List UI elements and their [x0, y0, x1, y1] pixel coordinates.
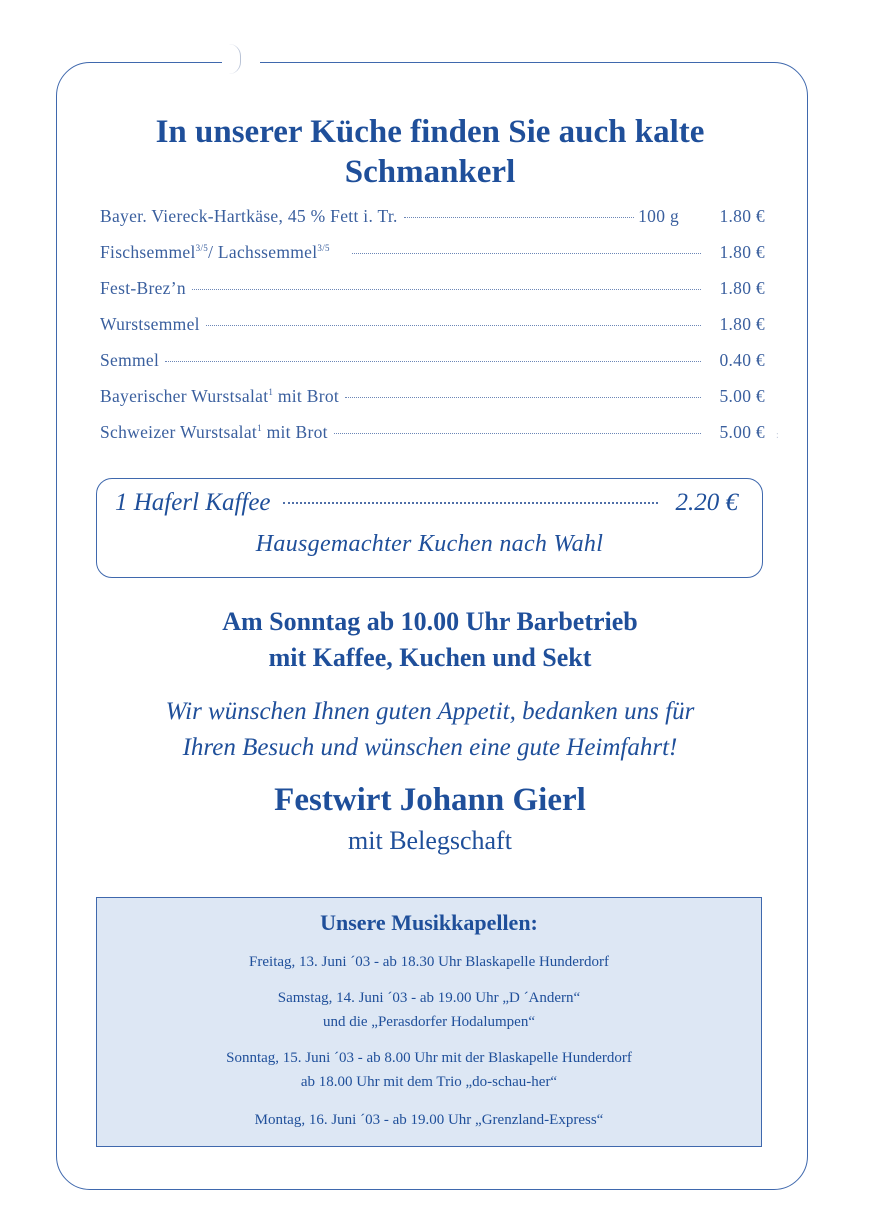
dot-leader	[283, 502, 658, 504]
coffee-box	[96, 478, 763, 578]
cake-note: Hausgemachter Kuchen nach Wahl	[255, 531, 604, 557]
dot-leader	[206, 325, 701, 326]
menu-item	[100, 422, 765, 458]
dot-leader	[165, 361, 701, 362]
allergen-note: 3/5	[317, 243, 330, 254]
menu-item-price: 5.00 €	[719, 386, 765, 406]
host-name: Festwirt Johann Gierl	[274, 782, 586, 818]
menu-item-price: 5.00 €	[719, 422, 765, 442]
menu-item-name: Bayerischer Wurstsalat$^1$ mit Brot	[100, 386, 340, 406]
menu-item	[100, 314, 765, 350]
coffee-offer	[115, 489, 738, 517]
heading-line-1: In unserer Küche finden Sie auch kalte	[155, 114, 705, 150]
sunday-notice	[80, 604, 780, 676]
menu-item	[100, 242, 765, 278]
schedule-entry-monday: Montag, 16. Juni ´03 - ab 19.00 Uhr „Grenzland-Express“	[254, 1112, 604, 1128]
menu-item-price: 0.40 €	[719, 350, 765, 370]
menu-item-name: Semmel	[100, 350, 160, 370]
allergen-note: 1	[268, 387, 274, 398]
coffee-price: 2.20 €	[675, 489, 738, 516]
menu-item-name: Fischsemmel$^{3/5}$/ Lachssemmel$^{3/5}$	[100, 242, 330, 262]
menu-item-name: Schweizer Wurstsalat$^1$ mit Brot	[100, 422, 328, 442]
menu-item-price: 1.80 €	[719, 278, 765, 298]
dot-leader	[345, 397, 701, 398]
menu-item	[100, 350, 765, 386]
menu-item-price: 1.80 €	[719, 314, 765, 334]
menu-heading	[80, 112, 780, 192]
schedule-entry-saturday: Samstag, 14. Juni ´03 - ab 19.00 Uhr „D ´Andern“ und die „Perasdorfer Hodalumpen“	[277, 990, 581, 1030]
dot-leader	[404, 217, 634, 218]
allergen-note: 3/5	[195, 243, 209, 254]
menu-item-name: Fest-Brez’n	[100, 278, 186, 298]
coffee-item: 1 Haferl Kaffee	[115, 489, 271, 516]
menu-item-name: Wurstsemmel	[100, 314, 200, 334]
dot-leader	[352, 253, 701, 254]
menu-item-name: Bayer. Viereck-Hartkäse, 45 % Fett i. Tr.	[100, 206, 398, 226]
menu-item-price: 1.80 €	[719, 242, 765, 262]
sunday-line-2: mit Kaffee, Kuchen und Sekt	[268, 643, 592, 672]
allergen-note: 1	[257, 423, 262, 434]
cold-food-list	[100, 206, 765, 458]
menu-item	[100, 278, 765, 314]
menu-item-quantity: 100 g	[638, 206, 679, 226]
menu-item	[100, 206, 765, 242]
schedule-entry-sunday: Sonntag, 15. Juni ´03 - ab 8.00 Uhr mit der Blaskapelle Hunderdorf ab 18.00 Uhr mit dem Trio „do-schau-her“	[226, 1050, 632, 1090]
farewell-line-2: Ihren Besuch und wünschen eine gute Heimfahrt!	[182, 734, 678, 761]
menu-item	[100, 386, 765, 422]
farewell-line-1: Wir wünschen Ihnen guten Appetit, bedanken uns für	[165, 698, 695, 725]
farewell-message	[60, 694, 800, 766]
band-schedule-title: Unsere Musikkapellen:	[320, 910, 538, 935]
dot-leader	[192, 289, 701, 290]
scan-speck: :	[776, 430, 779, 441]
menu-item-price: 1.80 €	[719, 206, 765, 226]
schedule-entry-friday: Freitag, 13. Juni ´03 - ab 18.30 Uhr Blaskapelle Hunderdorf	[249, 954, 609, 970]
heading-line-2: Schmankerl	[344, 154, 516, 190]
dot-leader	[334, 433, 701, 434]
host-crew: mit Belegschaft	[348, 826, 512, 855]
band-schedule-box	[96, 897, 762, 1147]
sunday-line-1: Am Sonntag ab 10.00 Uhr Barbetrieb	[222, 607, 638, 636]
